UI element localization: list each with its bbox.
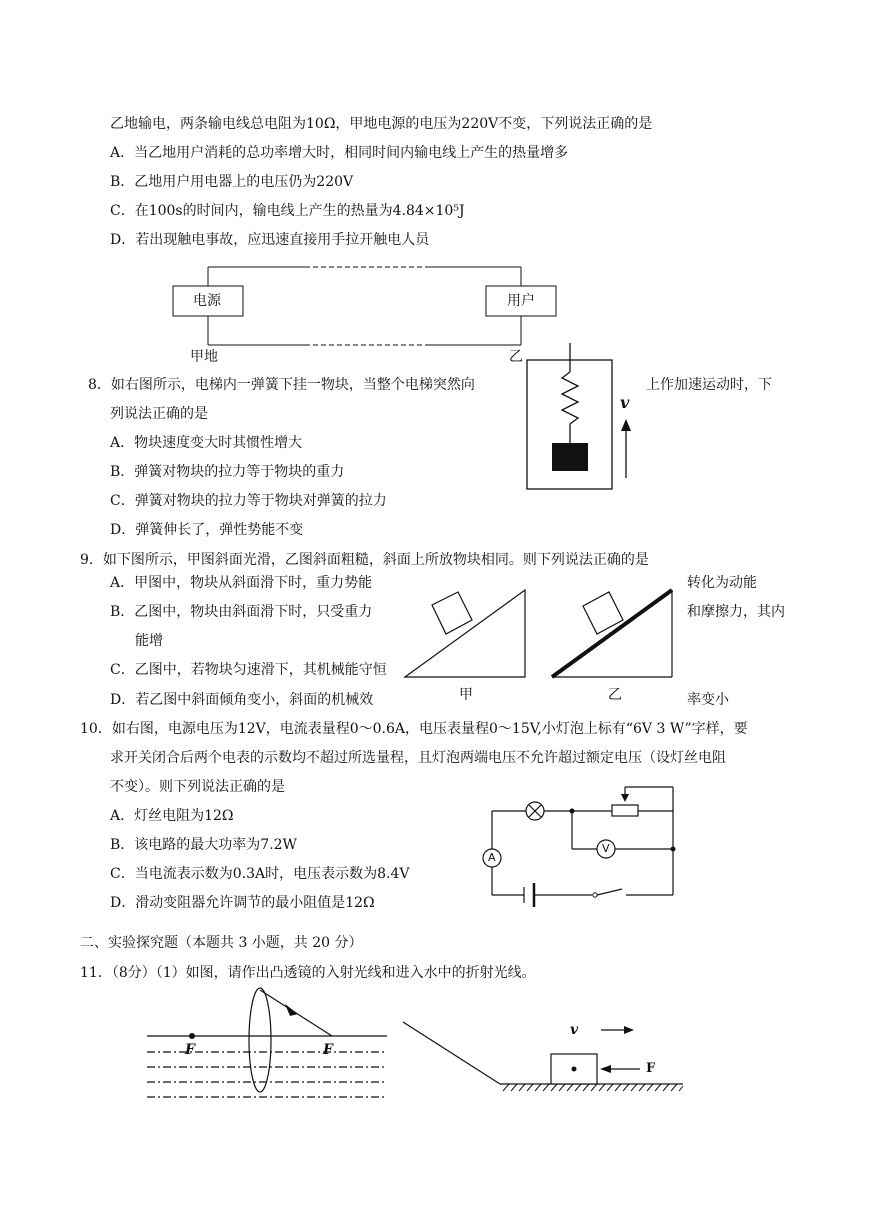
q8-option-a: A．物块速度变大时其惯性增大 <box>110 435 303 451</box>
focus-label-right: F <box>323 1042 333 1058</box>
velocity-label: v <box>620 393 630 412</box>
q9-option-a-right: 转化为动能 <box>687 575 757 591</box>
q9-option-b-right: 和摩擦力，其内 <box>687 604 785 620</box>
q8-stem: 8．如右图所示，电梯内一弹簧下挂一物块，当整个电梯突然向 <box>88 377 475 393</box>
q10-stem-line2: 求开关闭合后两个电表的示数均不超过所选量程，且灯泡两端电压不允许超过额定电压（设灯丝电阻 <box>110 750 726 766</box>
q8-stem-continued: 列说法正确的是 <box>110 406 208 422</box>
q9-option-d: D．若乙图中斜面倾角变小，斜面的机械效 <box>110 692 374 708</box>
q9-stem: 9．如下图所示，甲图斜面光滑，乙图斜面粗糙，斜面上所放物块相同。则下列说法正确的是 <box>80 552 649 568</box>
ground-hatching <box>503 1084 683 1091</box>
power-source-label: 电源 <box>193 293 221 309</box>
q10-option-c: C．当电流表示数为0.3A时，电压表示数为8.4V <box>110 866 410 882</box>
q8-stem-right: 上作加速运动时，下 <box>646 377 772 393</box>
yi-location-label: 乙 <box>509 349 523 365</box>
force-arrow-icon <box>600 1065 611 1073</box>
q11-stem: 11．（8分）（1）如图，请作出凸透镜的入射光线和进入水中的折射光线。 <box>80 965 536 981</box>
user-label: 用户 <box>507 293 535 309</box>
q9-option-b: B．乙图中，物块由斜面滑下时，只受重力 <box>110 604 373 620</box>
ammeter-label: A <box>488 851 496 864</box>
yi-figure-label: 乙 <box>608 687 622 703</box>
q7-stem-continued: 乙地输电，两条输电线总电阻为10Ω，甲地电源的电压为220V不变，下列说法正确的是 <box>110 116 653 132</box>
q7-option-b: B．乙地用户用电器上的电压仍为220V <box>110 174 354 190</box>
q8-option-d: D．弹簧伸长了，弹性势能不变 <box>110 522 304 538</box>
focus-label-left: F <box>185 1042 195 1058</box>
ramp <box>403 1022 500 1084</box>
q9-option-a: A．甲图中，物块从斜面滑下时，重力势能 <box>110 575 373 591</box>
q9-option-c: C．乙图中，若物块匀速滑下，其机械能守恒 <box>110 662 387 678</box>
q9-option-b-continued: 能增 <box>135 633 163 649</box>
q8-option-c: C．弹簧对物块的拉力等于物块对弹簧的拉力 <box>110 493 387 509</box>
applied-force-label: F <box>646 1061 656 1076</box>
jia-figure-label: 甲 <box>459 687 473 703</box>
q7-option-a: A．当乙地用户消耗的总功率增大时，相同时间内输电线上产生的热量增多 <box>110 145 569 161</box>
q7-option-c: C．在100s的时间内，输电线上产生的热量为4.84×10⁵J <box>110 203 465 219</box>
jia-location-label: 甲地 <box>190 349 218 365</box>
q10-option-d: D．滑动变阻器允许调节的最小阻值是12Ω <box>110 895 375 911</box>
q9-option-d-right: 率变小 <box>687 692 729 708</box>
section-2-heading: 二、实验探究题（本题共 3 小题，共 20 分） <box>80 935 363 951</box>
q10-option-a: A．灯丝电阻为12Ω <box>110 808 234 824</box>
q10-stem-line1: 10．如右图，电源电压为12V，电流表量程0～0.6A，电压表量程0～15V,小灯泡上标有“6V 3 W”字样，要 <box>80 721 748 737</box>
q7-option-d: D．若出现触电事故，应迅速直接用手拉开触电人员 <box>110 232 430 248</box>
block-velocity-label: v <box>570 1022 579 1038</box>
voltmeter-label: V <box>602 842 610 855</box>
q10-option-b: B．该电路的最大功率为7.2W <box>110 837 297 853</box>
q10-stem-line3: 不变）。则下列说法正确的是 <box>110 779 285 795</box>
velocity-arrow-icon <box>624 1026 634 1034</box>
q8-option-b: B．弹簧对物块的拉力等于物块的重力 <box>110 464 345 480</box>
